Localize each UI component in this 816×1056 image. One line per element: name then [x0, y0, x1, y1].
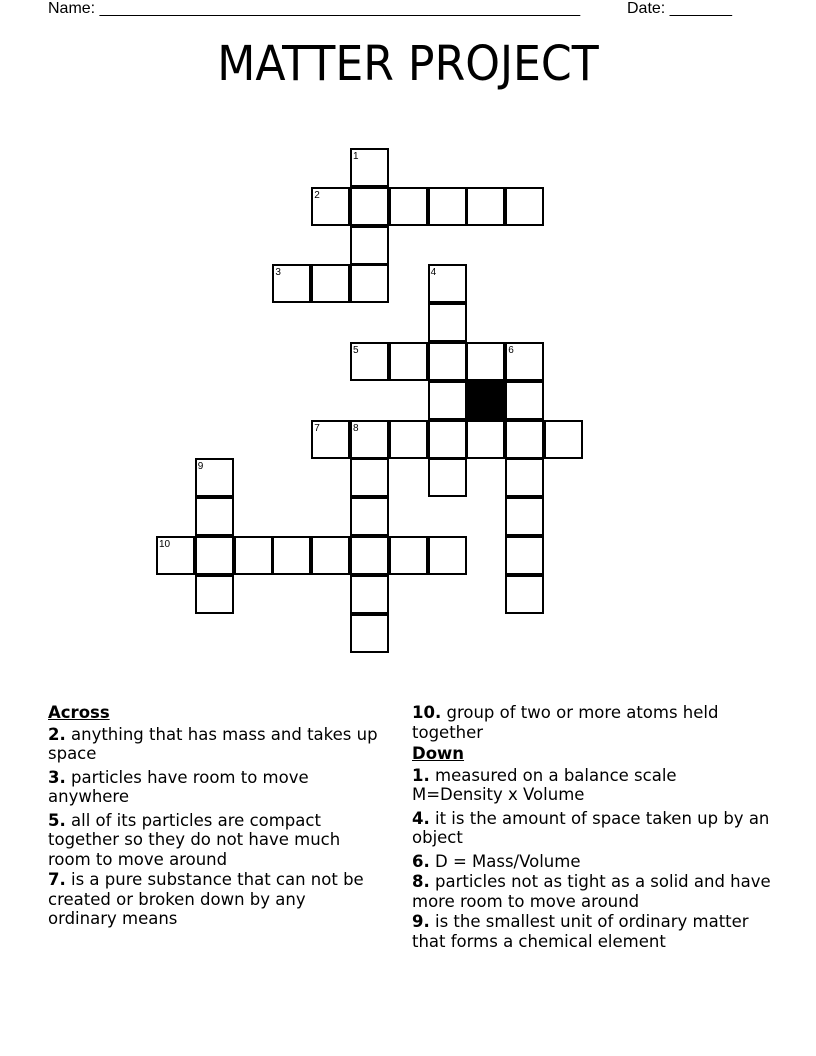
crossword-cell[interactable] [350, 264, 389, 303]
crossword-cell[interactable] [544, 420, 583, 459]
crossword-cell[interactable] [428, 381, 467, 420]
clue-number: 4 [430, 267, 437, 279]
crossword-cell[interactable] [428, 420, 467, 459]
crossword-cell[interactable] [505, 187, 544, 226]
date-field[interactable]: Date: _______ [627, 0, 732, 17]
name-field[interactable]: Name: ______________________________________________________ [48, 0, 581, 17]
crossword-cell[interactable] [389, 187, 428, 226]
clue-down-6: 6. D = Mass/Volume [412, 851, 581, 871]
crossword-cell[interactable] [505, 342, 544, 381]
clues-left-column [48, 703, 378, 933]
crossword-cell[interactable] [311, 264, 350, 303]
crossword-cell[interactable] [311, 187, 350, 226]
crossword-cell[interactable] [505, 458, 544, 497]
crossword-cell[interactable] [195, 497, 234, 536]
clue-across-10: 10. group of two or more atoms held together [412, 703, 719, 742]
crossword-cell[interactable] [428, 303, 467, 342]
crossword-cell[interactable] [389, 342, 428, 381]
crossword-cell[interactable] [272, 264, 311, 303]
clue-number: 1 [353, 151, 359, 162]
clue-across-5: 5. all of its particles are compact together so they do not have much room to move around [48, 810, 341, 869]
clue-number: 3 [275, 267, 281, 279]
clue-number: 2 [314, 189, 320, 201]
crossword-cell[interactable] [505, 536, 544, 575]
clue-number: 10 [159, 539, 171, 550]
clue-number: 8 [353, 422, 359, 434]
crossword-cell[interactable] [428, 187, 467, 226]
crossword-cell[interactable] [350, 420, 389, 459]
crossword-cell[interactable] [466, 187, 505, 226]
clue-number: 5 [353, 345, 359, 356]
crossword-cell[interactable] [389, 536, 428, 575]
crossword-cell[interactable] [311, 536, 350, 575]
crossword-cell[interactable] [389, 420, 428, 459]
crossword-cell[interactable] [505, 575, 544, 614]
across-heading: Across [48, 703, 110, 722]
clue-across-3: 3. particles have room to move anywhere [48, 767, 309, 806]
clue-number: 7 [314, 422, 320, 434]
crossword-block-cell [466, 381, 505, 420]
crossword-cell[interactable] [428, 458, 467, 497]
crossword-cell[interactable] [505, 381, 544, 420]
crossword-cell[interactable] [350, 148, 389, 187]
crossword-cell[interactable] [350, 458, 389, 497]
crossword-cell[interactable] [428, 536, 467, 575]
clue-number: 9 [197, 461, 204, 473]
clue-down-9: 9. is the smallest unit of ordinary matter that forms a chemical element [412, 912, 749, 951]
crossword-cell[interactable] [505, 420, 544, 459]
crossword-cell[interactable] [195, 575, 234, 614]
crossword-cell[interactable] [428, 264, 467, 303]
down-heading: Down [412, 744, 465, 763]
clue-across-2: 2. anything that has mass and takes up space [48, 724, 378, 763]
crossword-cell[interactable] [350, 342, 389, 381]
crossword-cell[interactable] [311, 420, 350, 459]
clue-down-1: 1. measured on a balance scale M=Density x Volume [412, 765, 677, 804]
crossword-cell[interactable] [350, 614, 389, 653]
crossword-cell[interactable] [350, 226, 389, 265]
crossword-cell[interactable] [466, 420, 505, 459]
crossword-cell[interactable] [234, 536, 273, 575]
crossword-cell[interactable] [195, 536, 234, 575]
clues-right-column [412, 703, 772, 955]
crossword-cell[interactable] [350, 536, 389, 575]
clue-across-7: 7. is a pure substance that can not be created or broken down by any ordinary means [48, 870, 364, 928]
crossword-cell[interactable] [350, 187, 389, 226]
crossword-cell[interactable] [156, 536, 195, 575]
crossword-cell[interactable] [350, 575, 389, 614]
crossword-cell[interactable] [350, 497, 389, 536]
crossword-cell[interactable] [428, 342, 467, 381]
page-title: MATTER PROJECT [217, 36, 599, 92]
crossword-cell[interactable] [466, 342, 505, 381]
clue-number: 6 [508, 345, 514, 356]
crossword-cell[interactable] [505, 497, 544, 536]
crossword-cell[interactable] [195, 458, 234, 497]
clue-down-8: 8. particles not as tight as a solid and have more room to move around [412, 872, 771, 911]
clue-down-4: 4. it is the amount of space taken up by an object [412, 808, 770, 847]
crossword-cell[interactable] [272, 536, 311, 575]
